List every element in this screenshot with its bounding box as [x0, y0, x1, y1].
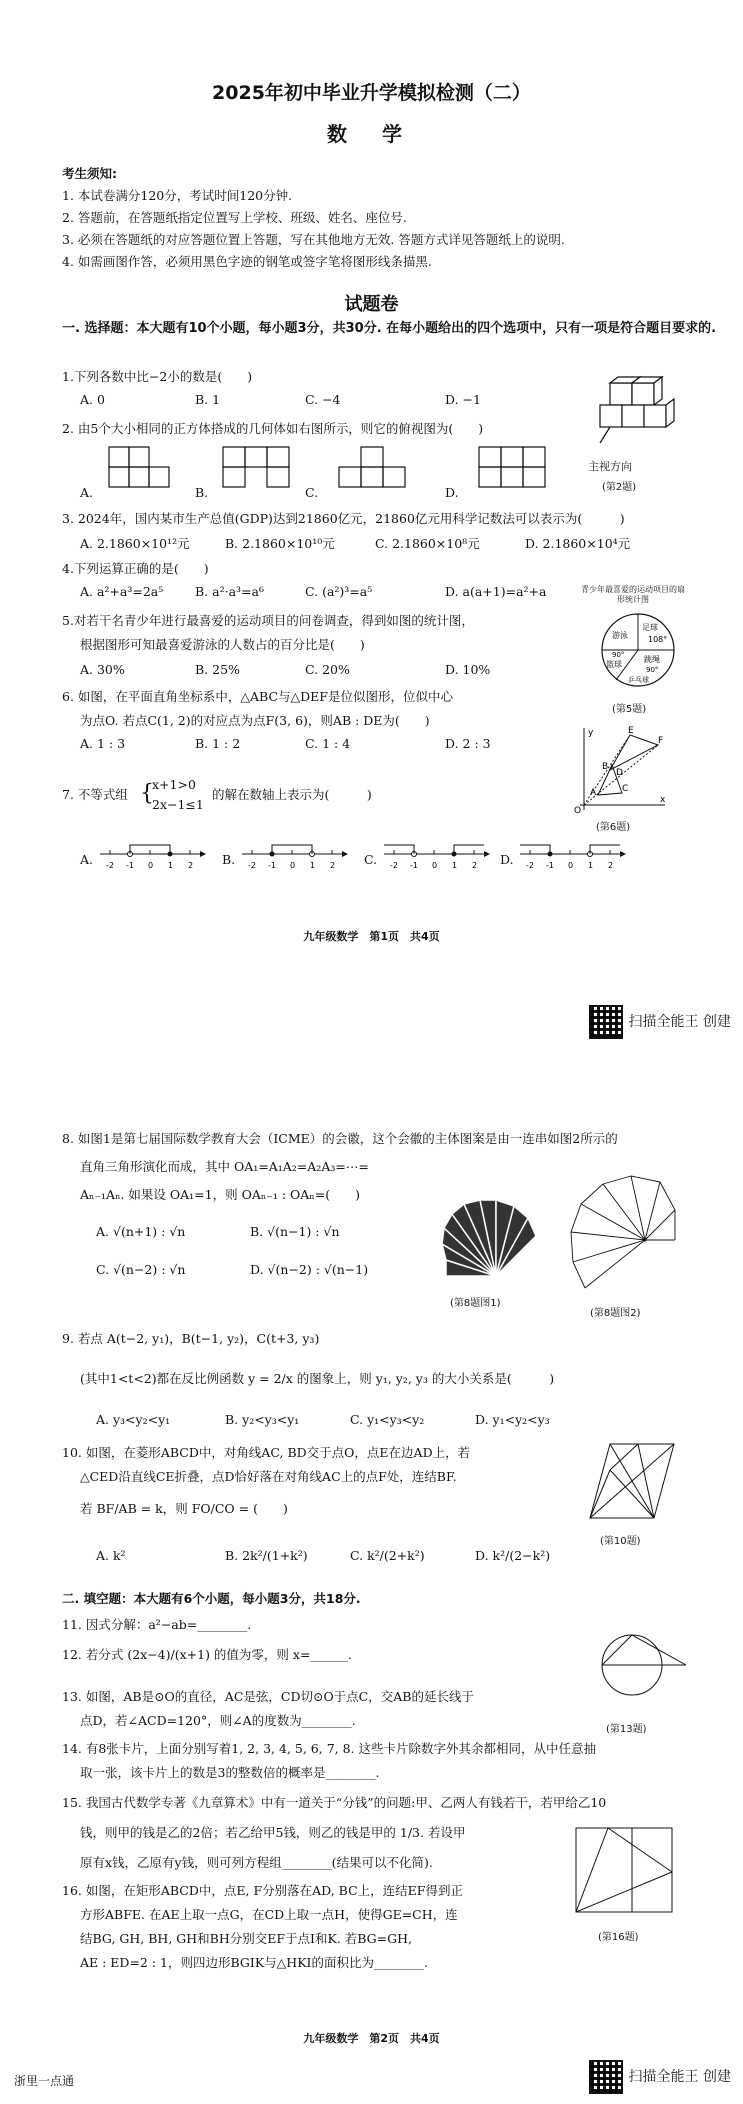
q3-option-c: C. 2.1860×10⁸元 [375, 536, 480, 551]
q5-sector-label: 篮球 [606, 660, 622, 669]
q16-caption: (第16题) [598, 1932, 639, 1943]
question-8-line-1: 8. 如图1是第七届国际数学教育大会（ICME）的会徽，这个会徽的主体图案是由一连串如图2所示的 [62, 1131, 618, 1146]
q5-caption: (第5题) [612, 704, 647, 715]
q5-option-b: B. 25% [195, 662, 240, 677]
q7-tick-label: 0 [148, 861, 154, 870]
q6-label: A [590, 788, 597, 798]
question-16-line-4: AE : ED=2 : 1，则四边形BGIK与△HKI的面积比为________. [80, 1955, 428, 1970]
q8-option-c: C. √(n−2) : √n [96, 1262, 186, 1277]
question-15-line-2: 钱，则甲的钱是乙的2倍；若乙给甲5钱，则乙的钱是甲的 1/3. 若设甲 [80, 1825, 466, 1840]
q4-option-c: C. (a²)³=a⁵ [305, 584, 373, 599]
notice-2: 2. 答题前，在答题纸指定位置写上学校、班级、姓名、座位号. [62, 210, 407, 225]
q5-sector-label: 跳绳 [644, 655, 660, 664]
q7-tick-label: -2 [106, 861, 114, 870]
question-15-line-1: 15. 我国古代数学专著《九章算术》中有一道关于“分钱”的问题:甲、乙两人有钱若干，若甲给乙10 [62, 1795, 607, 1810]
q2-option-b-figure [222, 446, 297, 496]
q7-tick-label: 2 [608, 861, 614, 870]
q4-option-d: D. a(a+1)=a²+a [445, 584, 547, 599]
scanner-watermark-2 [589, 2060, 731, 2094]
q7-tick-label: 2 [472, 861, 478, 870]
q7-tick-label: -2 [526, 861, 534, 870]
q3-option-b: B. 2.1860×10¹⁰元 [225, 536, 335, 551]
q7-tick-label: 0 [432, 861, 438, 870]
question-10-line-2: △CED沿直线CE折叠，点D恰好落在对角线AC上的点F处，连结BF. [80, 1469, 457, 1484]
question-10-line-3: 若 BF/AB = k，则 FO/CO = ( ) [80, 1501, 288, 1516]
page-1-footer: 九年级数学 第1页 共4页 [303, 930, 440, 943]
question-16-line-3: 结BG, GH, BH, GH和BH分别交EF于点I和K. 若BG=GH, [80, 1931, 413, 1946]
q1-option-d: D. −1 [445, 392, 481, 407]
q8-spiral-triangles-figure [565, 1170, 685, 1300]
q8-option-a: A. √(n+1) : √n [96, 1224, 186, 1239]
q1-option-a: A. 0 [80, 392, 105, 407]
q7-option-a: A. [80, 852, 94, 867]
watermark-text: 扫描全能王 创建 [628, 1014, 731, 1030]
q6-label: E [628, 726, 634, 736]
q2-option-a: A. [80, 485, 94, 500]
q10-caption: (第10题) [600, 1536, 641, 1547]
question-7-prefix: 7. 不等式组 [62, 787, 128, 802]
q6-label: x [660, 795, 666, 805]
q2-option-d: D. [445, 485, 459, 500]
section-2-heading: 二. 填空题：本大题有6个小题，每小题3分，共18分. [62, 1591, 361, 1606]
q7-tick-label: 1 [452, 861, 458, 870]
question-7-suffix: 的解在数轴上表示为( ) [212, 787, 372, 802]
q13-caption: (第13题) [606, 1724, 647, 1735]
q5-sector-label: 足球 [642, 623, 658, 632]
q8-option-b: B. √(n−1) : √n [250, 1224, 340, 1239]
q6-coordinate-figure [570, 725, 670, 815]
q7-option-d: D. [500, 852, 514, 867]
q8-icme-emblem-figure [436, 1196, 546, 1286]
q13-circle-figure [590, 1605, 690, 1715]
qr-code-icon [589, 2060, 623, 2094]
q7-tick-label: 2 [330, 861, 336, 870]
q7-tick-label: 2 [188, 861, 194, 870]
q2-option-c-figure [338, 446, 413, 496]
question-3: 3. 2024年，国内某市生产总值(GDP)达到21860亿元，21860亿元用科学记数法可以表示为( ) [62, 511, 625, 526]
question-6-line-2: 为点O. 若点C(1, 2)的对应点为点F(3, 6)，则AB : DE为( ) [80, 713, 430, 728]
question-1: 1.下列各数中比−2小的数是( ) [62, 369, 253, 384]
q2-view-direction-label: 主视方向 [588, 460, 632, 473]
question-9-line-2: (其中1<t<2)都在反比例函数 y = 2/x 的图象上，则 y₁, y₂, y₃ 的大小关系是( ) [80, 1371, 555, 1386]
question-15-line-3: 原有x钱，乙原有y钱，则可列方程组________(结果可以不化简). [80, 1855, 433, 1870]
q1-option-b: B. 1 [195, 392, 221, 407]
qr-code-icon [589, 1005, 623, 1039]
q6-label: B [602, 762, 609, 772]
question-14-line-1: 14. 有8张卡片，上面分别写着1, 2, 3, 4, 5, 6, 7, 8. 这些卡片除数字外其余都相同，从中任意抽 [62, 1741, 597, 1756]
q6-label: y [588, 728, 594, 738]
exam-title: 2025年初中毕业升学模拟检测（二） [212, 82, 531, 104]
question-13-line-2: 点D，若∠ACD=120°，则∠A的度数为________. [80, 1713, 356, 1728]
q10-option-b: B. 2k²/(1+k²) [225, 1548, 308, 1563]
q6-option-d: D. 2 : 3 [445, 736, 491, 751]
q5-option-a: A. 30% [80, 662, 125, 677]
q2-option-a-figure [108, 446, 178, 496]
q5-pie-chart [598, 610, 678, 690]
q4-option-a: A. a²+a³=2a⁵ [80, 584, 164, 599]
exam-page-1 [0, 0, 743, 1030]
q7-tick-label: 0 [568, 861, 574, 870]
q9-option-d: D. y₁<y₂<y₃ [475, 1412, 550, 1427]
q10-option-d: D. k²/(2−k²) [475, 1548, 551, 1563]
paper-title: 试题卷 [344, 294, 399, 315]
q5-sector-label: 90° [646, 666, 659, 674]
q5-sector-label: 108° [648, 635, 668, 644]
corner-source-label: 浙里一点通 [14, 2074, 75, 2088]
q2-caption: (第2题) [602, 482, 637, 493]
question-5-line-1: 5.对若干名青少年进行最喜爱的运动项目的问卷调查，得到如图的统计图， [62, 613, 474, 628]
question-6-line-1: 6. 如图，在平面直角坐标系中，△ABC与△DEF是位似图形，位似中心 [62, 689, 453, 704]
question-16-line-2: 方形ABFE. 在AE上取一点G，在CD上取一点H，使得GE=CH，连 [80, 1907, 458, 1922]
question-2: 2. 由5个大小相同的正方体搭成的几何体如右图所示，则它的俯视图为( ) [62, 421, 484, 436]
q7-option-b-numberline [238, 838, 348, 874]
q6-label: C [622, 784, 629, 794]
q10-option-a: A. k² [96, 1548, 126, 1563]
q16-rectangle-figure [570, 1822, 680, 1922]
page-2-footer: 九年级数学 第2页 共4页 [303, 2032, 440, 2045]
notice-1: 1. 本试卷满分120分，考试时间120分钟. [62, 188, 293, 203]
watermark-text: 扫描全能王 创建 [628, 2069, 731, 2085]
q7-tick-label: 1 [588, 861, 594, 870]
q2-option-b: B. [195, 485, 209, 500]
q5-sector-label: 乒乓球 [628, 676, 649, 684]
q9-option-b: B. y₂<y₃<y₁ [225, 1412, 300, 1427]
q7-tick-label: -1 [410, 861, 418, 870]
q3-option-d: D. 2.1860×10⁴元 [525, 536, 631, 551]
q7-tick-label: -1 [546, 861, 554, 870]
question-8-line-3: Aₙ₋₁Aₙ. 如果设 OA₁=1，则 OAₙ₋₁ : OAₙ=( ) [80, 1187, 360, 1202]
q7-tick-label: 1 [168, 861, 174, 870]
question-4: 4.下列运算正确的是( ) [62, 561, 209, 576]
q3-option-a: A. 2.1860×10¹²元 [80, 536, 190, 551]
q7-option-a-numberline [96, 838, 206, 874]
exam-page-2 [0, 1100, 743, 2100]
q7-tick-label: -1 [268, 861, 276, 870]
question-13-line-1: 13. 如图，AB是⊙O的直径，AC是弦，CD切⊙O于点C，交AB的延长线于 [62, 1689, 474, 1704]
q6-option-a: A. 1 : 3 [80, 736, 126, 751]
q8-figure-1-caption: (第8题图1) [450, 1298, 501, 1309]
q2-option-c: C. [305, 485, 319, 500]
q7-inequality-2: 2x−1≤1 [152, 797, 204, 812]
question-5-line-2: 根据图形可知最喜爱游泳的人数占的百分比是( ) [80, 637, 365, 652]
notice-heading: 考生须知: [62, 166, 117, 181]
q8-option-d: D. √(n−2) : √(n−1) [250, 1262, 369, 1277]
question-8-line-2: 直角三角形演化而成，其中 OA₁=A₁A₂=A₂A₃=⋯= [80, 1159, 369, 1174]
q7-option-c-numberline [380, 838, 490, 874]
question-11: 11. 因式分解：a²−ab=________. [62, 1617, 252, 1632]
q7-option-c: C. [364, 852, 378, 867]
question-10-line-1: 10. 如图，在菱形ABCD中，对角线AC, BD交于点O，点E在边AD上，若 [62, 1445, 471, 1460]
q6-option-b: B. 1 : 2 [195, 736, 241, 751]
question-14-line-2: 取一张，该卡片上的数是3的整数倍的概率是________. [80, 1765, 380, 1780]
q4-option-b: B. a²·a³=a⁶ [195, 584, 264, 599]
question-12: 12. 若分式 (2x−4)/(x+1) 的值为零，则 x=______. [62, 1647, 352, 1662]
q5-option-c: C. 20% [305, 662, 350, 677]
q7-inequality-1: x+1>0 [152, 777, 196, 792]
question-16-line-1: 16. 如图，在矩形ABCD中，点E, F分别落在AD, BC上，连结EF得到正 [62, 1883, 463, 1898]
q7-option-d-numberline [516, 838, 626, 874]
q5-sector-label: 90° [612, 651, 625, 659]
q6-label: D [616, 768, 623, 778]
notice-4: 4. 如需画图作答，必须用黑色字迹的钢笔或签字笔将图形线条描黑. [62, 254, 432, 269]
q1-option-c: C. −4 [305, 392, 341, 407]
q8-figure-2-caption: (第8题图2) [590, 1308, 641, 1319]
q7-tick-label: 1 [310, 861, 316, 870]
q9-option-c: C. y₁<y₃<y₂ [350, 1412, 425, 1427]
q7-brace: { [140, 781, 154, 806]
notice-3: 3. 必须在答题纸的对应答题位置上答题，写在其他地方无效. 答题方式详见答题纸上的说明. [62, 232, 565, 247]
q7-tick-label: -1 [126, 861, 134, 870]
q6-caption: (第6题) [596, 822, 631, 833]
q7-tick-label: 0 [290, 861, 296, 870]
question-9-line-1: 9. 若点 A(t−2, y₁)，B(t−1, y₂)，C(t+3, y₃) [62, 1331, 320, 1346]
q9-option-a: A. y₃<y₂<y₁ [96, 1412, 171, 1427]
q6-label: F [658, 736, 664, 746]
q10-rhombus-figure [580, 1430, 680, 1530]
q7-tick-label: -2 [248, 861, 256, 870]
q5-chart-title: 青少年最喜爱的运动项目的扇形统计图 [581, 585, 685, 604]
q7-tick-label: -2 [390, 861, 398, 870]
scanner-watermark-1 [589, 1005, 731, 1039]
q2-option-d-figure [478, 446, 553, 496]
q6-option-c: C. 1 : 4 [305, 736, 351, 751]
subject-title: 数 学 [327, 122, 416, 146]
q5-option-d: D. 10% [445, 662, 491, 677]
section-1-heading: 一. 选择题：本大题有10个小题，每小题3分，共30分. 在每小题给出的四个选项中，只有一项是符合题目要求的. [62, 321, 717, 336]
q2-solid-figure [590, 375, 685, 450]
q5-sector-label: 游泳 [612, 631, 628, 640]
q6-label: O [574, 806, 582, 815]
q7-option-b: B. [222, 852, 236, 867]
q10-option-c: C. k²/(2+k²) [350, 1548, 425, 1563]
